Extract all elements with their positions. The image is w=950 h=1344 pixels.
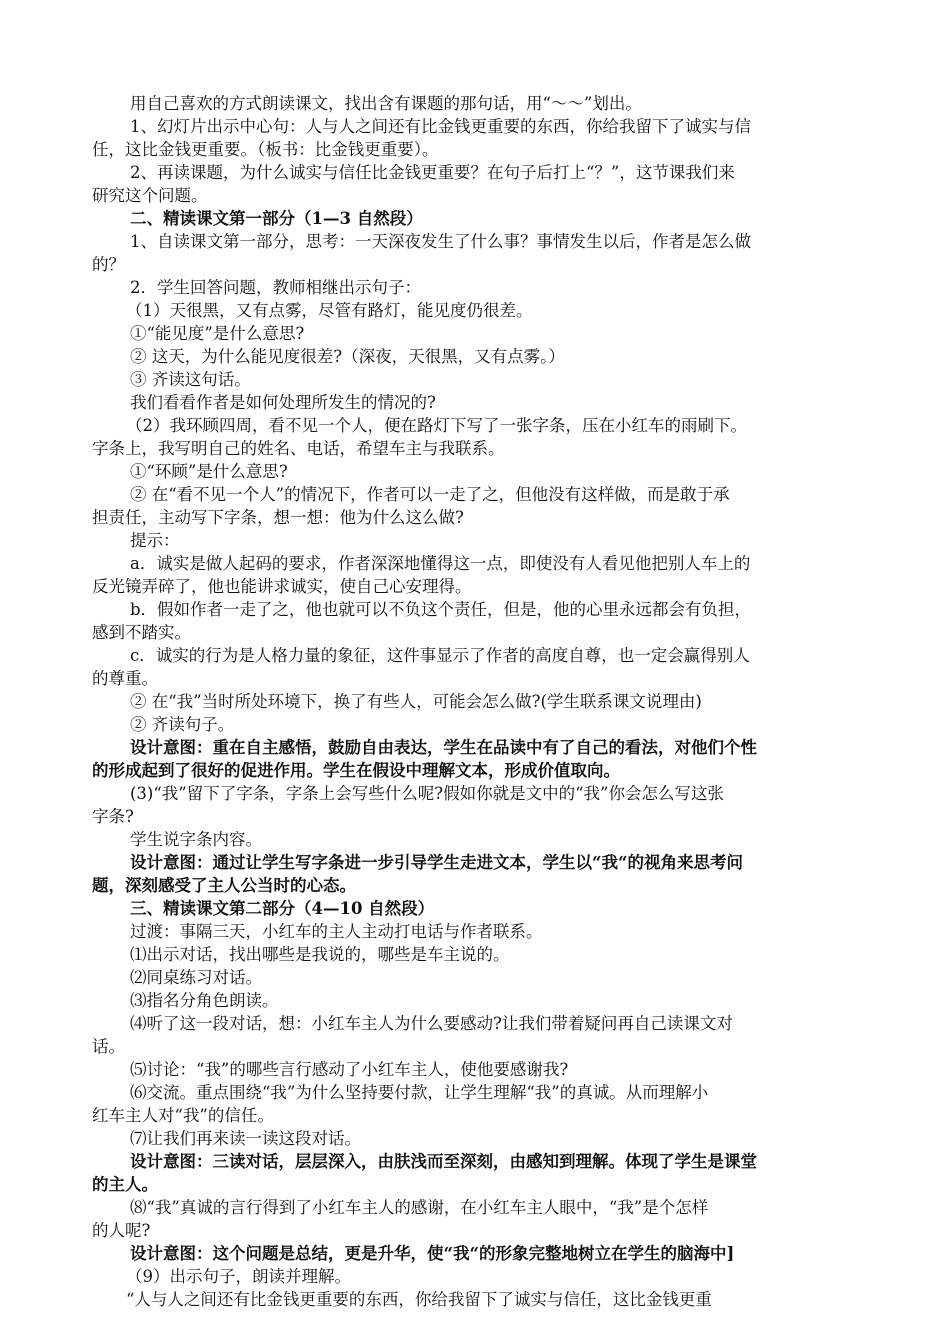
text-line: ⑹交流。重点围绕“我”为什么坚持要付款，让学生理解“我”的真诚。从而理解小 [130, 1083, 709, 1102]
text-line: 的人呢? [92, 1221, 151, 1240]
bold-text-line: 设计意图：重在自主感悟，鼓励自由表达，学生在品读中有了自己的看法，对他们个性 [130, 738, 757, 757]
text-line: 反光镜弄碎了，他也能讲求诚实，使自己心安理得。 [92, 577, 472, 596]
text-line: ⑺让我们再来读一读这段对话。 [130, 1129, 361, 1148]
text-line: b．假如作者一走了之，他也就可以不负这个责任，但是，他的心里永远都会有负担， [130, 600, 752, 619]
text-line: ② 在“我”当时所处环境下，换了有些人，可能会怎么做?(学生联系课文说理由) [130, 692, 702, 711]
bold-text-line: 题，深刻感受了主人公当时的心态。 [92, 876, 356, 895]
text-line: 学生说字条内容。 [130, 830, 262, 849]
text-line: ② 在“看不见一个人”的情况下，作者可以一走了之，但他没有这样做，而是敢于承 [130, 485, 730, 504]
text-line: ⑴出示对话，找出哪些是我说的，哪些是车主说的。 [130, 945, 510, 964]
text-line: ①“环顾”是什么意思? [130, 462, 288, 481]
text-line: 1、自读课文第一部分，思考：一天深夜发生了什么事？事情发生以后，作者是怎么做 [130, 232, 751, 251]
text-line: 1、幻灯片出示中心句：人与人之间还有比金钱更重要的东西，你给我留下了诚实与信 [130, 117, 751, 136]
text-line: 我们看看作者是如何处理所发生的情况的? [130, 393, 436, 412]
text-line: ⑻“我”真诚的言行得到了小红车主人的感谢，在小红车主人眼中，“我”是个怎样 [130, 1198, 709, 1217]
bold-text-line: 二、精读课文第一部分（1—3 自然段） [130, 209, 423, 228]
bold-text-line: 设计意图：三读对话，层层深入，由肤浅而至深刻，由感知到理解。体现了学生是课堂 [130, 1152, 757, 1171]
document-page [92, 92, 860, 1311]
bold-text-line: 的形成起到了很好的促进作用。学生在假设中理解文本，形成价值取向。 [92, 761, 620, 780]
text-line: 的尊重。 [92, 669, 158, 688]
text-line: 感到不踏实。 [92, 623, 191, 642]
text-line: 担责任，主动写下字条，想一想：他为什么这么做? [92, 508, 464, 527]
text-line: （1）天很黑，又有点雾，尽管有路灯，能见度仍很差。 [126, 301, 533, 320]
text-line: ② 这天，为什么能见度很差?（深夜，天很黑，又有点雾。） [130, 347, 565, 366]
text-line: “人与人之间还有比金钱更重要的东西，你给我留下了诚实与信任，这比金钱更重 [126, 1290, 712, 1309]
text-line: （2）我环顾四周，看不见一个人，便在路灯下写了一张字条，压在小红车的雨刷下。 [126, 416, 747, 435]
text-line: ①“能见度”是什么意思? [130, 324, 305, 343]
text-line: 过渡：事隔三天，小红车的主人主动打电话与作者联系。 [130, 922, 543, 941]
bold-text-line: 三、精读课文第二部分（4—10 自然段） [130, 899, 435, 918]
text-line: 字条? [92, 807, 134, 826]
bold-text-line: 设计意图：这个问题是总结，更是升华，使“我“的形象完整地树立在学生的脑海中] [130, 1244, 735, 1263]
text-line: 的？ [92, 255, 125, 274]
text-line: ⑶指名分角色朗读。 [130, 991, 279, 1010]
text-line: 2．学生回答问题，教师相继出示句子： [130, 278, 421, 297]
text-line: 用自己喜欢的方式朗读课文，找出含有课题的那句话，用“～～”划出。 [130, 94, 642, 113]
text-line: c．诚实的行为是人格力量的象征，这件事显示了作者的高度自尊，也一定会赢得别人 [130, 646, 750, 665]
text-line: 字条上，我写明自己的姓名、电话，希望车主与我联系。 [92, 439, 505, 458]
text-line: a．诚实是做人起码的要求，作者深深地懂得这一点，即使没有人看见他把别人车上的 [130, 554, 751, 573]
text-line: ⑷听了这一段对话，想：小红车主人为什么要感动?让我们带着疑问再自己读课文对 [130, 1014, 733, 1033]
text-line: ② 齐读句子。 [130, 715, 235, 734]
text-line: ⑵同桌练习对话。 [130, 968, 262, 987]
text-line: 2、再读课题，为什么诚实与信任比金钱更重要？在句子后打上“？”，这节课我们来 [130, 163, 735, 182]
text-line: 话。 [92, 1037, 125, 1056]
text-line: (3)“我”留下了字条，字条上会写些什么呢?假如你就是文中的“我”你会怎么写这张 [130, 784, 724, 803]
bold-text-line: 设计意图：通过让学生写字条进一步引导学生走进文本，学生以“我“的视角来思考问 [130, 853, 743, 872]
text-line: 提示： [130, 531, 180, 550]
text-line: 研究这个问题。 [92, 186, 208, 205]
text-line: （9）出示句子，朗读并理解。 [126, 1267, 351, 1286]
bold-text-line: 的主人。 [92, 1175, 158, 1194]
text-line: ③ 齐读这句话。 [130, 370, 251, 389]
text-line: 任，这比金钱更重要。（板书：比金钱更重要）。 [92, 140, 439, 159]
text-line: ⑸讨论：“我”的哪些言行感动了小红车主人，使他要感谢我? [130, 1060, 569, 1079]
text-line: 红车主人对“我”的信任。 [92, 1106, 274, 1125]
